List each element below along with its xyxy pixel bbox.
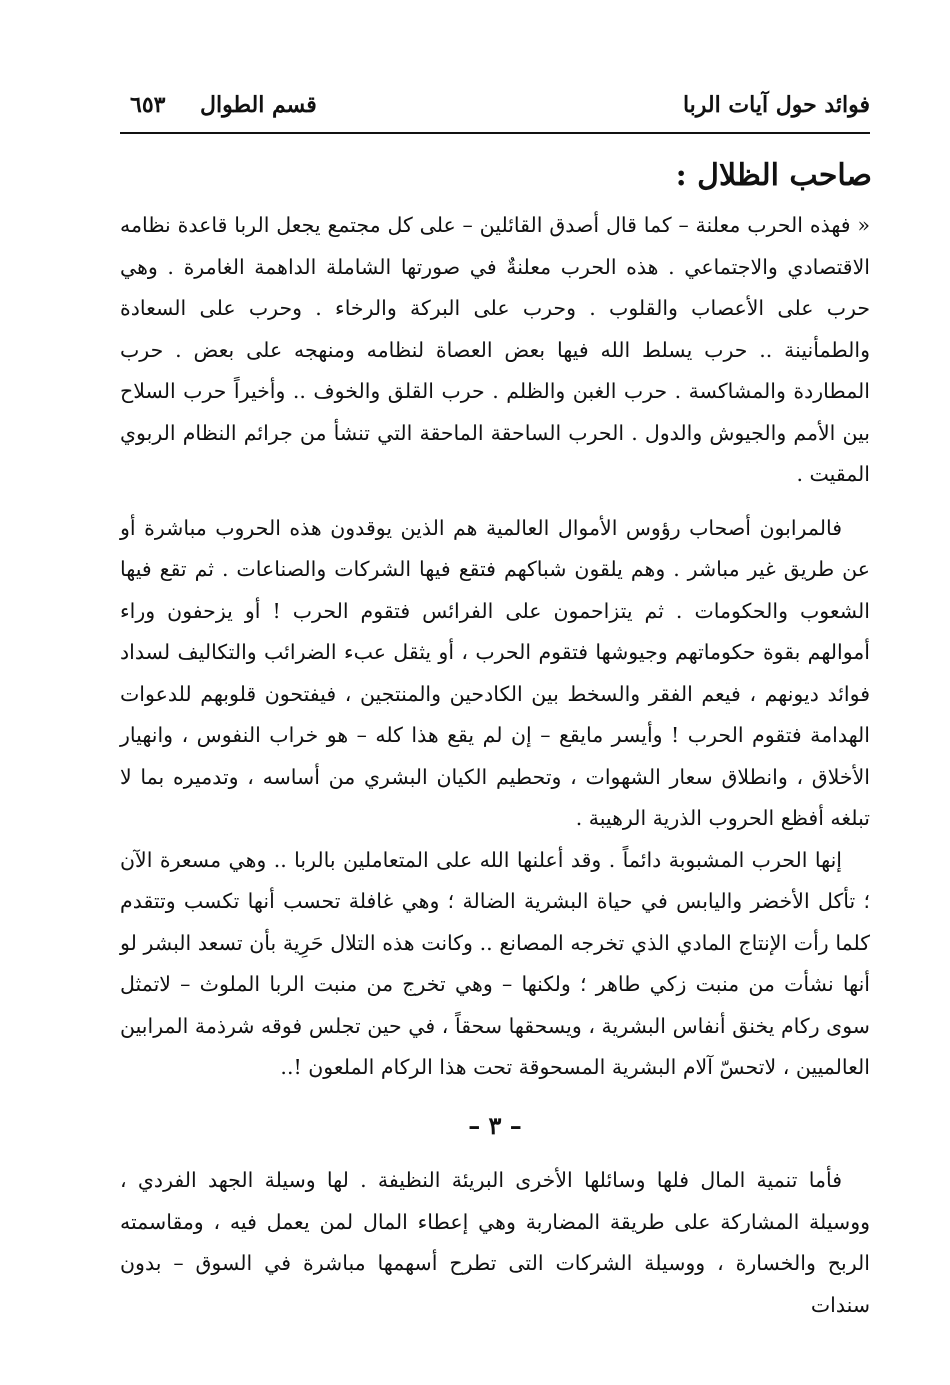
paragraph-perpetual-war: إنها الحرب المشبوبة دائماً . وقد أعلنها الله على المتعاملين بالربا .. وهي مسعرة الآن ؛ تأكل الأخضر واليابس في حياة البشرية الضالة ؛ وهي غافلة تحسب أنها تكسب وتتقدم كلما رأت الإنتاج المادي الذي تخرجه المصانع .. وكانت هذه التلال حَرِية بأن تسعد البشر لو أنها نشأت من منبت زكي طاهر ؛ ولكنها – وهي تخرج من منبت الربا الملوث – لاتمثل سوى ركام يخنق أنفاس البشرية ، ويسحقها سحقاً ، في حين تجلس فوقه شرذمة المرابين العالميين ، لاتحسّ آلام البشرية المسحوقة تحت هذا الركام الملعون !..: [120, 847, 870, 1079]
section-name: قسم الطوال: [200, 92, 317, 118]
running-title: فوائد حول آيات الربا: [682, 92, 870, 118]
paragraph-war-declared: « فهذه الحرب معلنة – كما قال أصدق القائلين – على كل مجتمع يجعل الربا قاعدة نظامه الاقتصادي والاجتماعي . هذه الحرب معلنةٌ في صورتها الشاملة الداهمة الغامرة . وهي حرب على الأعصاب والقلوب . وحرب على البركة والرخاء . وحرب على السعادة والطمأنينة .. حرب يسلط الله فيها بعض العصاة لنظامه ومنهجه على بعض . حرب المطاردة والمشاكسة . حرب الغبن والظلم . حرب القلق والخوف .. وأخيراً حرب السلاح بين الأمم والجيوش والدول . الحرب الساحقة الماحقة التي تنشأ من جرائم النظام الربوي المقيت .: [120, 213, 870, 486]
section-heading: صاحب الظلال :: [675, 158, 872, 193]
body-text: [120, 205, 870, 1326]
paragraph-usurers: فالمرابون أصحاب رؤوس الأموال العالمية هم الذين يوقدون هذه الحروب مباشرة أو عن طريق غير مباشر . وهم يلقون شباكهم فتقع فيها الشركات والصناعات . ثم تقع فيها الشعوب والحكومات . ثم يتزاحمون على الفرائس فتقوم الحرب ! أو يزحفون وراء أموالهم بقوة حكوماتهم وجيوشها فتقوم الحرب ، أو يثقل عبء الضرائب والتكاليف لسداد فوائد ديونهم ، فيعم الفقر والسخط بين الكادحين والمنتجين ، فيفتحون قلوبهم للدعوات الهدامة فتقوم الحرب ! وأيسر مايقع – إن لم يقع هذا كله – هو خراب النفوس ، وانهيار الأخلاق ، وانطلاق سعار الشهوات ، وتحطيم الكيان البشري من أساسه ، وتدميره بما لا تبلغه أفظع الحروب الذرية الرهيبة .: [120, 515, 870, 830]
paragraph-wealth-growth: فأما تنمية المال فلها وسائلها الأخرى البريئة النظيفة . لها وسيلة الجهد الفردي ، ووسيلة المشاركة على طريقة المضاربة وهي إعطاء المال لمن يعمل فيه ، ومقاسمته الربح والخسارة ، ووسيلة الشركات التى تطرح أسهمها مباشرة في السوق – بدون سندات: [120, 1168, 870, 1317]
page-header: [120, 92, 870, 134]
section-divider-number: – ٣ –: [468, 1110, 522, 1140]
page-number: ٦٥٣: [130, 92, 166, 118]
